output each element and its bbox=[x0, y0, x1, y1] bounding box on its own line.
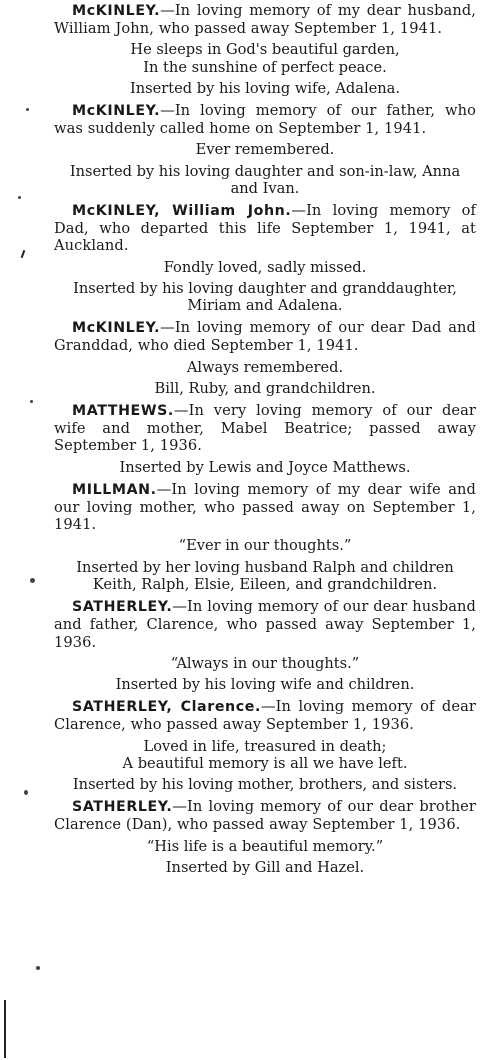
verse-line: “His life is a beautiful memory.” bbox=[146, 837, 384, 855]
notice-name: SATHERLEY. bbox=[72, 799, 173, 816]
notice-matthews bbox=[54, 402, 476, 476]
notice-name: McKINLEY, William John. bbox=[72, 203, 292, 220]
notice-body: —In loving memory of our dear husband and father, Clarence, who passed away September 1, 1936. bbox=[54, 598, 476, 651]
notice-name: McKINLEY. bbox=[72, 103, 161, 120]
notice-name: SATHERLEY. bbox=[72, 599, 173, 616]
notice-verse bbox=[54, 537, 476, 554]
notice-inserted: Inserted by his loving daughter and granddaughter, Miriam and Adalena. bbox=[73, 279, 457, 315]
verse-line: Always remembered. bbox=[186, 358, 344, 376]
notice-inserted: Inserted by his loving wife, Adalena. bbox=[129, 79, 400, 97]
notice-body: —In loving memory of our father, who was suddenly called home on September 1, 1941. bbox=[54, 102, 476, 138]
notice-mckinley-2 bbox=[54, 102, 476, 197]
verse-line: Loved in life, treasured in death; bbox=[143, 737, 387, 755]
notice-body: —In loving memory of Dad, who departed this life September 1, 1941, at Auckland. bbox=[54, 202, 476, 255]
notice-text bbox=[54, 481, 476, 534]
scan-speck bbox=[30, 578, 35, 583]
notice-body: —In loving memory of our dear brother Clarence (Dan), who passed away September 1, 1936. bbox=[54, 798, 476, 834]
notice-text bbox=[54, 402, 476, 455]
notice-millman bbox=[54, 481, 476, 593]
notice-inserted: Inserted by his loving mother, brothers, and sisters. bbox=[72, 775, 458, 793]
notice-inserted: Inserted by Lewis and Joyce Matthews. bbox=[119, 458, 411, 476]
notice-verse bbox=[54, 838, 476, 855]
notice-inserted: Inserted by her loving husband Ralph and children Keith, Ralph, Elsie, Eileen, and grandchildren. bbox=[76, 558, 454, 593]
notice-mckinley-4 bbox=[54, 319, 476, 397]
notice-verse bbox=[54, 738, 476, 772]
verse-line: Ever remembered. bbox=[195, 141, 335, 159]
notice-text bbox=[54, 2, 476, 37]
verse-line: He sleeps in God's beautiful garden, bbox=[130, 41, 400, 59]
scan-speck bbox=[24, 790, 28, 795]
notice-body: —In very loving memory of our dear wife and mother, Mabel Beatrice; passed away September 1, 1936. bbox=[54, 402, 476, 455]
notice-verse bbox=[54, 359, 476, 376]
notice-text bbox=[54, 102, 476, 137]
notice-name: McKINLEY. bbox=[72, 3, 161, 19]
notice-body: —In loving memory of my dear husband, William John, who passed away September 1, 1941. bbox=[54, 2, 476, 38]
notice-mckinley-1 bbox=[54, 2, 476, 97]
notice-body: —In loving memory of my dear wife and our loving mother, who passed away on September 1, 1941. bbox=[54, 480, 476, 534]
notice-text bbox=[54, 202, 476, 255]
notice-verse bbox=[54, 41, 476, 75]
notice-body: —In loving memory of dear Clarence, who passed away September 1, 1936. bbox=[54, 698, 476, 734]
notice-satherley-1 bbox=[54, 598, 476, 693]
scan-mark bbox=[21, 250, 26, 258]
verse-line: “Ever in our thoughts.” bbox=[178, 537, 352, 555]
notice-name: McKINLEY. bbox=[72, 320, 161, 337]
notice-text bbox=[54, 598, 476, 651]
notice-name: MILLMAN. bbox=[72, 481, 157, 498]
notice-inserted: Bill, Ruby, and grandchildren. bbox=[154, 379, 376, 397]
scan-speck bbox=[26, 108, 29, 111]
verse-line: In the sunshine of perfect peace. bbox=[143, 58, 387, 76]
verse-line: “Always in our thoughts.” bbox=[170, 654, 360, 672]
notice-name: MATTHEWS. bbox=[72, 403, 174, 420]
notice-inserted: Inserted by Gill and Hazel. bbox=[165, 858, 365, 876]
notice-text bbox=[54, 698, 476, 733]
notice-satherley-3 bbox=[54, 798, 476, 876]
obituary-column bbox=[54, 2, 476, 881]
scan-speck bbox=[36, 966, 40, 970]
notice-inserted: Inserted by his loving daughter and son-in-law, Anna and Ivan. bbox=[69, 162, 461, 197]
verse-line: Fondly loved, sadly missed. bbox=[163, 258, 367, 276]
notice-satherley-2 bbox=[54, 698, 476, 793]
scan-speck bbox=[18, 196, 21, 199]
notice-verse bbox=[54, 655, 476, 672]
notice-inserted: Inserted by his loving wife and children. bbox=[115, 675, 415, 693]
notice-mckinley-3 bbox=[54, 202, 476, 314]
notice-text bbox=[54, 319, 476, 354]
scan-mark bbox=[4, 1000, 6, 1058]
notice-verse bbox=[54, 259, 476, 276]
notice-text bbox=[54, 798, 476, 833]
notice-verse bbox=[54, 141, 476, 158]
notice-body: —In loving memory of our dear Dad and Granddad, who died September 1, 1941. bbox=[54, 319, 476, 355]
notice-name: SATHERLEY, Clarence. bbox=[72, 699, 261, 716]
verse-line: A beautiful memory is all we have left. bbox=[122, 754, 408, 772]
scan-speck bbox=[30, 400, 33, 403]
